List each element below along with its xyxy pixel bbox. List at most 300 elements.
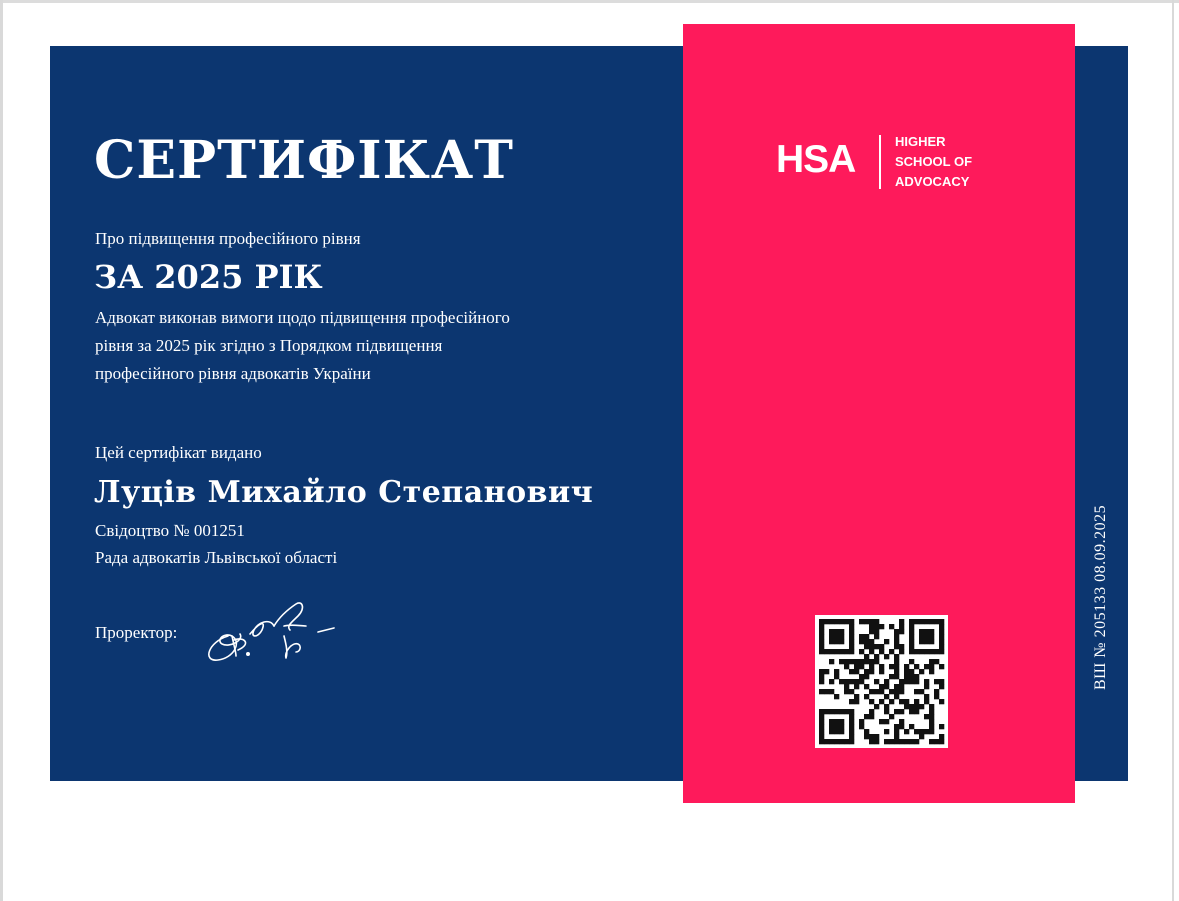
qr-module — [939, 644, 944, 649]
qr-module — [884, 694, 889, 699]
qr-module — [899, 619, 904, 624]
qr-module — [854, 659, 859, 664]
qr-module — [884, 709, 889, 714]
qr-module — [864, 694, 869, 699]
qr-module — [864, 654, 869, 659]
qr-module — [844, 664, 849, 669]
qr-module — [889, 739, 894, 744]
qr-module — [874, 619, 879, 624]
qr-module — [869, 734, 874, 739]
qr-module — [909, 739, 914, 744]
qr-module — [939, 724, 944, 729]
recipient-name: Луців Михайло Степанович — [94, 475, 594, 510]
qr-module — [924, 639, 929, 644]
qr-module — [894, 629, 899, 634]
qr-module — [829, 679, 834, 684]
qr-module — [919, 704, 924, 709]
qr-module — [829, 729, 834, 734]
qr-module — [849, 709, 854, 714]
qr-module — [879, 689, 884, 694]
qr-module — [924, 684, 929, 689]
qr-module — [869, 714, 874, 719]
qr-module — [849, 724, 854, 729]
qr-module — [914, 704, 919, 709]
qr-module — [904, 729, 909, 734]
qr-module — [889, 689, 894, 694]
qr-module — [844, 679, 849, 684]
qr-module — [819, 674, 824, 679]
certificate-serial: ВШ № 205133 08.09.2025 — [1092, 504, 1109, 690]
page-border-left — [0, 0, 3, 901]
qr-module — [834, 669, 839, 674]
qr-module — [939, 699, 944, 704]
qr-module — [909, 709, 914, 714]
issued-label: Цей сертифікат видано — [95, 443, 262, 462]
qr-module — [834, 724, 839, 729]
qr-module — [919, 729, 924, 734]
qr-module — [939, 679, 944, 684]
qr-module — [819, 624, 824, 629]
qr-module — [854, 694, 859, 699]
qr-module — [874, 654, 879, 659]
qr-module — [849, 689, 854, 694]
qr-module — [834, 709, 839, 714]
qr-module — [844, 659, 849, 664]
qr-module — [914, 664, 919, 669]
qr-module — [869, 639, 874, 644]
qr-module — [894, 684, 899, 689]
qr-module — [894, 654, 899, 659]
qr-module — [869, 669, 874, 674]
qr-module — [829, 659, 834, 664]
qr-module — [879, 664, 884, 669]
qr-module — [874, 659, 879, 664]
qr-module — [894, 729, 899, 734]
qr-module — [849, 714, 854, 719]
qr-module — [894, 634, 899, 639]
qr-module — [934, 679, 939, 684]
qr-module — [904, 679, 909, 684]
qr-module — [899, 644, 904, 649]
qr-module — [864, 634, 869, 639]
qr-module — [834, 634, 839, 639]
qr-module — [869, 664, 874, 669]
qr-module — [834, 694, 839, 699]
qr-module — [849, 734, 854, 739]
qr-module — [909, 704, 914, 709]
qr-module — [909, 629, 914, 634]
qr-module — [864, 714, 869, 719]
qr-module — [899, 684, 904, 689]
qr-module — [909, 724, 914, 729]
qr-module — [894, 734, 899, 739]
hsa-logo — [776, 130, 986, 194]
qr-module — [819, 649, 824, 654]
qr-module — [884, 684, 889, 689]
bar-council: Рада адвокатів Львівської області — [95, 548, 338, 567]
qr-module — [829, 639, 834, 644]
qr-module — [864, 674, 869, 679]
qr-module — [874, 634, 879, 639]
qr-module — [849, 659, 854, 664]
qr-module — [924, 714, 929, 719]
logo-line: SCHOOL OF — [895, 154, 973, 169]
qr-module — [869, 624, 874, 629]
qr-module — [844, 739, 849, 744]
qr-module — [924, 619, 929, 624]
qr-module — [939, 649, 944, 654]
qr-module — [919, 734, 924, 739]
qr-module — [924, 699, 929, 704]
qr-module — [864, 659, 869, 664]
qr-module — [849, 669, 854, 674]
qr-module — [929, 649, 934, 654]
qr-module — [929, 669, 934, 674]
qr-module — [874, 629, 879, 634]
qr-module — [909, 619, 914, 624]
qr-module — [839, 729, 844, 734]
prorector-label: Проректор: — [95, 623, 178, 642]
qr-module — [864, 684, 869, 689]
qr-module — [894, 659, 899, 664]
qr-module — [899, 689, 904, 694]
qr-module — [839, 679, 844, 684]
qr-module — [869, 659, 874, 664]
qr-module — [869, 649, 874, 654]
qr-module — [904, 739, 909, 744]
certificate-title: СЕРТИФІКАТ — [94, 130, 514, 191]
qr-module — [819, 734, 824, 739]
qr-module — [869, 629, 874, 634]
qr-module — [819, 724, 824, 729]
qr-module — [904, 664, 909, 669]
qr-module — [829, 689, 834, 694]
qr-module — [834, 619, 839, 624]
qr-module — [929, 664, 934, 669]
qr-module — [919, 669, 924, 674]
qr-module — [844, 689, 849, 694]
qr-module — [899, 739, 904, 744]
qr-module — [929, 739, 934, 744]
qr-module — [824, 689, 829, 694]
qr-module — [844, 619, 849, 624]
qr-module — [899, 699, 904, 704]
qr-module — [929, 619, 934, 624]
qr-module — [909, 659, 914, 664]
qr-module — [929, 709, 934, 714]
page-border-right — [1172, 0, 1174, 901]
qr-module — [819, 639, 824, 644]
qr-module — [849, 639, 854, 644]
qr-module — [859, 639, 864, 644]
qr-module — [829, 709, 834, 714]
logo-wordmark — [895, 132, 972, 192]
qr-module — [904, 704, 909, 709]
qr-module — [939, 664, 944, 669]
qr-module — [864, 729, 869, 734]
qr-module — [924, 664, 929, 669]
qr-module — [914, 689, 919, 694]
qr-module — [909, 634, 914, 639]
qr-module — [819, 669, 824, 674]
qr-module — [889, 649, 894, 654]
qr-module — [889, 664, 894, 669]
qr-module — [819, 714, 824, 719]
certificate-description — [95, 304, 655, 388]
qr-module — [859, 649, 864, 654]
qr-module — [864, 644, 869, 649]
qr-module — [909, 679, 914, 684]
qr-module — [884, 739, 889, 744]
qr-module — [839, 619, 844, 624]
qr-module — [934, 739, 939, 744]
qr-module — [919, 689, 924, 694]
qr-module — [819, 679, 824, 684]
qr-module — [849, 729, 854, 734]
qr-module — [849, 739, 854, 744]
qr-module — [824, 649, 829, 654]
qr-module — [919, 619, 924, 624]
qr-module — [894, 664, 899, 669]
qr-module — [894, 724, 899, 729]
qr-module — [864, 734, 869, 739]
qr-module — [899, 649, 904, 654]
qr-module — [884, 719, 889, 724]
qr-module — [849, 679, 854, 684]
qr-module — [889, 624, 894, 629]
qr-module — [859, 619, 864, 624]
qr-module — [914, 709, 919, 714]
license-number: Свідоцтво № 001251 — [95, 521, 245, 540]
certificate-subtitle: Про підвищення професійного рівня — [95, 229, 361, 248]
qr-module — [934, 649, 939, 654]
qr-module — [879, 669, 884, 674]
qr-module — [939, 634, 944, 639]
qr-module — [869, 689, 874, 694]
qr-module — [909, 639, 914, 644]
qr-module — [899, 679, 904, 684]
qr-module — [839, 639, 844, 644]
qr-module — [829, 649, 834, 654]
qr-module — [819, 689, 824, 694]
qr-module — [819, 634, 824, 639]
qr-module — [889, 674, 894, 679]
qr-module — [934, 659, 939, 664]
qr-module — [819, 729, 824, 734]
qr-module — [924, 629, 929, 634]
qr-module — [849, 629, 854, 634]
qr-module — [919, 634, 924, 639]
qr-module — [919, 639, 924, 644]
qr-module — [834, 639, 839, 644]
qr-module — [874, 689, 879, 694]
qr-module — [929, 634, 934, 639]
qr-module — [909, 674, 914, 679]
qr-module — [884, 654, 889, 659]
qr-module — [829, 719, 834, 724]
qr-module — [874, 679, 879, 684]
qr-module — [939, 739, 944, 744]
qr-module — [849, 619, 854, 624]
qr-module — [849, 649, 854, 654]
qr-module — [834, 649, 839, 654]
qr-module — [939, 629, 944, 634]
qr-module — [894, 669, 899, 674]
qr-module — [884, 639, 889, 644]
qr-module — [849, 624, 854, 629]
qr-module — [859, 719, 864, 724]
qr-module — [929, 724, 934, 729]
logo-divider — [879, 135, 881, 189]
qr-module — [939, 684, 944, 689]
qr-module — [849, 699, 854, 704]
qr-module — [819, 619, 824, 624]
qr-module — [859, 659, 864, 664]
qr-module — [914, 619, 919, 624]
qr-module — [924, 634, 929, 639]
qr-module — [849, 644, 854, 649]
qr-module — [899, 709, 904, 714]
qr-module — [899, 719, 904, 724]
qr-module — [829, 619, 834, 624]
qr-module — [894, 674, 899, 679]
qr-module — [854, 684, 859, 689]
description-line: рівня за 2025 рік згідно з Порядком підвищення — [95, 336, 443, 355]
qr-module — [939, 624, 944, 629]
qr-module — [934, 619, 939, 624]
logo-abbreviation: HSA — [776, 138, 856, 181]
qr-module — [929, 629, 934, 634]
page-border-top — [0, 0, 1179, 3]
logo-line: HIGHER — [895, 134, 946, 149]
qr-module — [879, 649, 884, 654]
qr-module — [894, 739, 899, 744]
qr-module — [839, 629, 844, 634]
qr-module — [894, 709, 899, 714]
qr-module — [929, 729, 934, 734]
qr-module — [929, 659, 934, 664]
qr-module — [879, 644, 884, 649]
qr-module — [884, 704, 889, 709]
qr-module — [914, 699, 919, 704]
qr-module — [879, 699, 884, 704]
qr-module — [899, 629, 904, 634]
qr-module — [819, 629, 824, 634]
qr-module — [854, 699, 859, 704]
qr-module — [819, 709, 824, 714]
qr-module — [864, 639, 869, 644]
qr-module — [869, 619, 874, 624]
qr-code-icon[interactable] — [815, 615, 948, 748]
qr-module — [904, 674, 909, 679]
qr-module — [924, 649, 929, 654]
qr-module — [849, 719, 854, 724]
qr-module — [934, 689, 939, 694]
qr-module — [839, 724, 844, 729]
qr-module — [939, 639, 944, 644]
qr-module — [929, 704, 934, 709]
qr-module — [894, 644, 899, 649]
qr-module — [904, 699, 909, 704]
qr-module — [914, 649, 919, 654]
qr-module — [874, 739, 879, 744]
qr-module — [879, 684, 884, 689]
qr-module — [829, 629, 834, 634]
qr-module — [824, 669, 829, 674]
qr-module — [889, 699, 894, 704]
qr-module — [854, 669, 859, 674]
description-line: професійного рівня адвокатів України — [95, 364, 371, 383]
qr-module — [834, 729, 839, 734]
qr-module — [874, 644, 879, 649]
qr-module — [819, 739, 824, 744]
qr-module — [824, 709, 829, 714]
qr-module — [839, 634, 844, 639]
qr-module — [844, 709, 849, 714]
qr-module — [919, 629, 924, 634]
qr-module — [859, 634, 864, 639]
qr-module — [839, 659, 844, 664]
qr-module — [829, 739, 834, 744]
qr-module — [854, 664, 859, 669]
qr-module — [894, 689, 899, 694]
qr-module — [889, 714, 894, 719]
qr-module — [859, 724, 864, 729]
qr-module — [914, 729, 919, 734]
qr-module — [839, 709, 844, 714]
qr-module — [819, 719, 824, 724]
qr-module — [869, 739, 874, 744]
qr-module — [904, 669, 909, 674]
qr-module — [874, 624, 879, 629]
certificate-year: ЗА 2025 РІК — [94, 258, 323, 296]
qr-module — [829, 634, 834, 639]
qr-module — [864, 619, 869, 624]
qr-module — [859, 664, 864, 669]
qr-module — [894, 694, 899, 699]
qr-module — [834, 739, 839, 744]
qr-module — [934, 694, 939, 699]
qr-module — [914, 674, 919, 679]
qr-module — [869, 644, 874, 649]
qr-module — [844, 684, 849, 689]
qr-module — [834, 629, 839, 634]
qr-module — [879, 719, 884, 724]
qr-module — [839, 649, 844, 654]
qr-module — [859, 674, 864, 679]
qr-module — [899, 624, 904, 629]
qr-module — [819, 644, 824, 649]
qr-module — [824, 739, 829, 744]
qr-module — [909, 624, 914, 629]
qr-module — [909, 649, 914, 654]
qr-module — [924, 694, 929, 699]
qr-module — [829, 724, 834, 729]
qr-module — [924, 729, 929, 734]
qr-module — [844, 649, 849, 654]
qr-module — [839, 739, 844, 744]
description-line: Адвокат виконав вимоги щодо підвищення професійного — [95, 308, 510, 327]
qr-module — [824, 619, 829, 624]
qr-module — [919, 649, 924, 654]
qr-module — [929, 719, 934, 724]
qr-module — [914, 679, 919, 684]
qr-module — [879, 624, 884, 629]
qr-module — [894, 639, 899, 644]
qr-module — [939, 619, 944, 624]
qr-module — [929, 639, 934, 644]
qr-module — [859, 679, 864, 684]
